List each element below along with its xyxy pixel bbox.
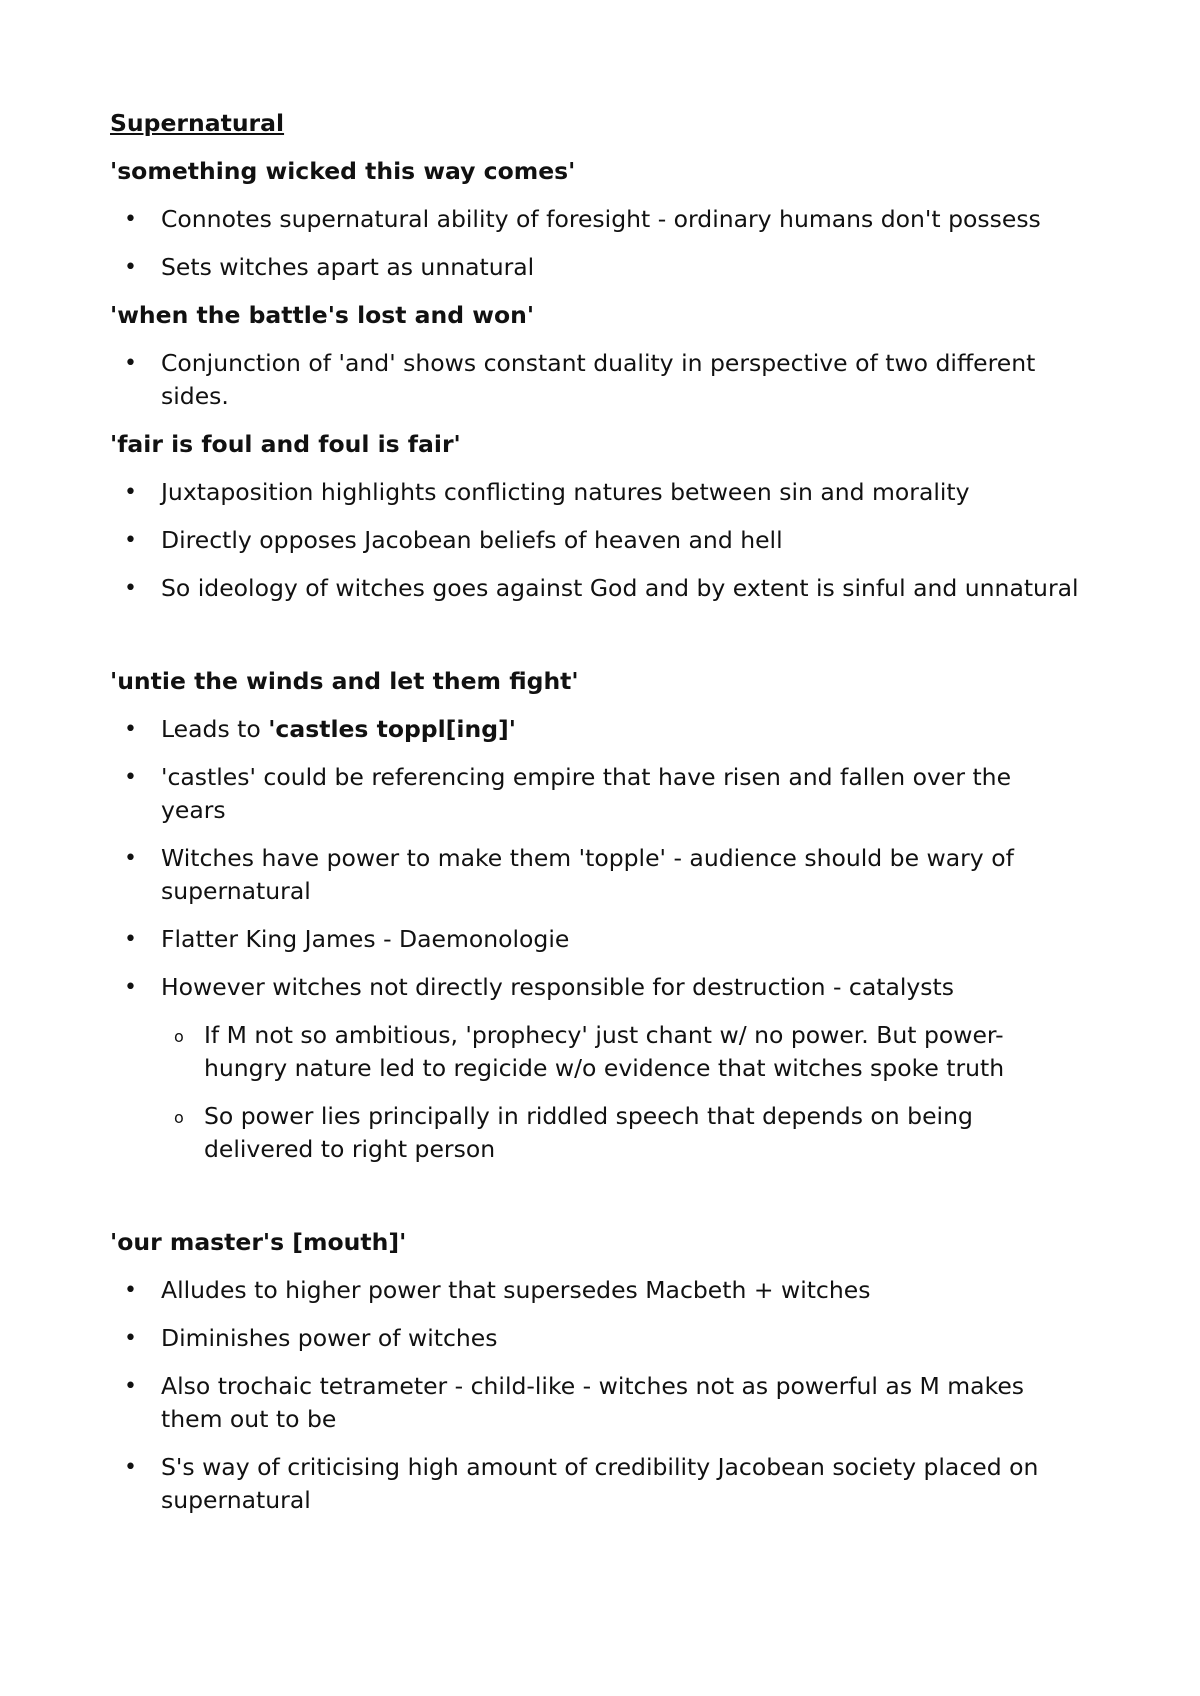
list-item — [110, 476, 1080, 509]
list-item-text: Connotes supernatural ability of foresight - ordinary humans don't possess — [161, 205, 1041, 233]
bullet-icon: • — [124, 717, 137, 742]
page-title: Supernatural — [110, 109, 285, 137]
bullet-icon: • — [124, 528, 137, 553]
list-item — [110, 842, 1080, 908]
bullet-icon: • — [124, 576, 137, 601]
list-item-text: Conjunction of 'and' shows constant duality in perspective of two different sides. — [161, 349, 1036, 410]
sub-list-item — [161, 1100, 1080, 1166]
bullet-icon: • — [124, 1455, 137, 1480]
quote-heading: 'something wicked this way comes' — [110, 157, 576, 185]
bullet-icon: • — [124, 1278, 137, 1303]
list-item — [110, 572, 1080, 605]
quote-heading: 'our master's [mouth]' — [110, 1228, 407, 1256]
list-item-text: So ideology of witches goes against God and by extent is sinful and unnatural — [161, 574, 1079, 602]
bullet-icon: • — [124, 207, 137, 232]
list-item — [110, 761, 1080, 827]
bullet-list — [110, 713, 1080, 1166]
sub-list-item-text: So power lies principally in riddled speech that depends on being delivered to right person — [204, 1102, 973, 1163]
list-item — [110, 923, 1080, 956]
list-item-text: Directly opposes Jacobean beliefs of heaven and hell — [161, 526, 783, 554]
list-item — [110, 1322, 1080, 1355]
bullet-icon: • — [124, 765, 137, 790]
list-item — [110, 1274, 1080, 1307]
list-item-text: Flatter King James - Daemonologie — [161, 925, 570, 953]
list-item-text: Alludes to higher power that supersedes Macbeth + witches — [161, 1276, 871, 1304]
bullet-list — [110, 203, 1080, 284]
bullet-icon: • — [124, 975, 137, 1000]
bullet-icon: • — [124, 351, 137, 376]
list-item — [110, 251, 1080, 284]
paragraph-spacer — [110, 620, 1080, 665]
paragraph-spacer — [110, 1181, 1080, 1226]
list-item-text: However witches not directly responsible for destruction - catalysts — [161, 973, 954, 1001]
inline-quote: 'castles toppl[ing]' — [268, 715, 516, 743]
list-item — [110, 1370, 1080, 1436]
bullet-icon: • — [124, 255, 137, 280]
list-item-text: Witches have power to make them 'topple' - audience should be wary of supernatural — [161, 844, 1014, 905]
list-item — [110, 971, 1080, 1166]
list-item-text: Also trochaic tetrameter - child-like - witches not as powerful as M makes them out to be — [161, 1372, 1025, 1433]
quote-heading: 'when the battle's lost and won' — [110, 301, 535, 329]
list-item-text: Diminishes power of witches — [161, 1324, 498, 1352]
bullet-list — [110, 476, 1080, 605]
quote-heading: 'untie the winds and let them fight' — [110, 667, 579, 695]
sub-bullet-list — [161, 1019, 1080, 1166]
list-item — [110, 347, 1080, 413]
circle-bullet-icon: o — [174, 1108, 184, 1127]
bullet-icon: • — [124, 846, 137, 871]
list-item — [110, 524, 1080, 557]
list-item-text: Juxtaposition highlights conflicting natures between sin and morality — [161, 478, 970, 506]
list-item-text: Sets witches apart as unnatural — [161, 253, 535, 281]
list-item — [110, 1451, 1080, 1517]
sub-list-item — [161, 1019, 1080, 1085]
list-item — [110, 713, 1080, 746]
list-item-text: S's way of criticising high amount of credibility Jacobean society placed on supernatural — [161, 1453, 1039, 1514]
bullet-list — [110, 347, 1080, 413]
bullet-icon: • — [124, 927, 137, 952]
bullet-icon: • — [124, 1326, 137, 1351]
list-item-text: Leads to — [161, 715, 269, 743]
bullet-icon: • — [124, 480, 137, 505]
bullet-icon: • — [124, 1374, 137, 1399]
quote-heading: 'fair is foul and foul is fair' — [110, 430, 461, 458]
sub-list-item-text: If M not so ambitious, 'prophecy' just chant w/ no power. But power-hungry nature led to regicide w/o evidence that witches spoke truth — [204, 1021, 1005, 1082]
list-item-text: 'castles' could be referencing empire that have risen and fallen over the years — [161, 763, 1012, 824]
list-item — [110, 203, 1080, 236]
bullet-list — [110, 1274, 1080, 1517]
circle-bullet-icon: o — [174, 1027, 184, 1046]
